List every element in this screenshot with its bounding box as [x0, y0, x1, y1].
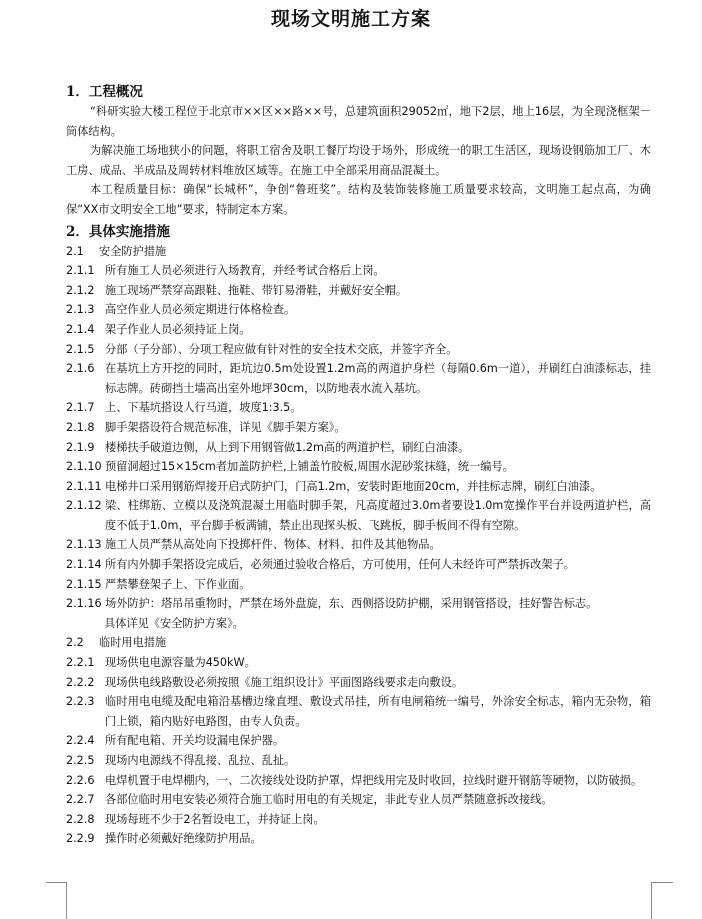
- list-item: [66, 300, 651, 320]
- item-text: 上、下基坑搭设人行马道，坡度1:3.5。: [105, 401, 302, 415]
- item-number: 2.1.11: [66, 479, 102, 493]
- item-text: 现场每班不少于2名暂设电工，并持证上岗。: [105, 812, 325, 826]
- item-text: 电焊机置于电焊棚内，一、二次接线处设防护罩，焊把线用完及时收回，拉线时避开钢筋等硬物，以防破损。: [105, 773, 643, 787]
- item-text: 现场供电线路敷设必须按照《施工组织设计》平面图路线要求走向敷设。: [105, 675, 464, 689]
- list-item: [66, 673, 651, 693]
- item-number: 2.1.9: [66, 440, 95, 454]
- list-item: [66, 438, 651, 458]
- item-number: 2.1.7: [66, 401, 95, 415]
- item-text: 严禁攀登架子上、下作业面。: [105, 577, 251, 591]
- subsection-label: 安全防护措施: [99, 244, 167, 258]
- item-number: 2.1.1: [66, 264, 95, 278]
- item-number: 2.1.16: [66, 597, 102, 611]
- item-text: 施工人员严禁从高处向下投掷杆件、物体、材料、扣件及其他物品。: [105, 538, 441, 552]
- electricity-measures-list: [66, 653, 651, 849]
- item-text: 预留洞超过15×15cm者加盖防护栏,上铺盖竹胶板,周围水泥砂浆抹缝，统一编号。: [105, 460, 514, 474]
- list-item: [66, 477, 651, 497]
- item-text: 操作时必须戴好绝缘防护用品。: [105, 832, 262, 846]
- list-item: [66, 594, 651, 614]
- section-heading-1: 1．工程概况: [66, 84, 143, 100]
- list-item: [66, 829, 651, 849]
- list-item: [66, 457, 651, 477]
- item-number: 2.1.4: [66, 322, 95, 336]
- item-number: 2.1.6: [66, 362, 95, 376]
- list-item: [66, 692, 651, 731]
- document-body: [66, 76, 651, 849]
- crop-mark: [651, 882, 673, 883]
- item-text: 现场内电源线不得乱接、乱拉、乱扯。: [105, 754, 296, 767]
- item-number: 2.2.8: [66, 812, 95, 826]
- list-note: 具体详见《安全防护方案》。: [104, 616, 244, 630]
- crop-mark: [651, 882, 652, 919]
- item-text: 楼梯扶手破道边侧，从上到下用钢管做1.2m高的两道护栏，刷红白油漆。: [105, 440, 470, 454]
- item-number: 2.2.5: [66, 754, 95, 767]
- subsection-number: 2.2: [66, 636, 84, 650]
- list-item: [66, 653, 651, 673]
- subsection-number: 2.1: [66, 244, 84, 258]
- item-number: 2.2.1: [66, 656, 95, 670]
- list-item: [66, 771, 651, 791]
- item-text: 梁、柱绑筋、立模以及浇筑混凝土用临时脚手架，凡高度超过3.0m者要设1.0m宽操作平台并设两道护栏，高度不低于1.0m，平台脚手板满铺，禁止出现探头板、飞跳板，脚手板间不得有空隙。: [105, 499, 651, 532]
- item-text: 现场供电电源容量为450kW。: [105, 656, 256, 670]
- item-number: 2.2.6: [66, 773, 95, 787]
- list-item: [66, 418, 651, 438]
- subsection-heading: [66, 633, 651, 653]
- item-number: 2.1.12: [66, 499, 102, 513]
- crop-mark: [46, 882, 66, 883]
- item-number: 2.1.8: [66, 420, 95, 434]
- overview-paragraph: 本工程质量目标：确保“长城杯”，争创“鲁班奖”。结构及装饰装修施工质量要求较高，文明施工起点高，为确保“XX市文明安全工地”要求，特制定本方案。: [66, 183, 651, 216]
- item-text: 在基坑上方开挖的同时，距坑边0.5m处设置1.2m高的两道护身栏（每隔0.6m一道），并刷红白油漆标志，挂标志牌。砖砌挡土墙高出室外地坪30cm，以防地表水流入基坑。: [105, 362, 651, 395]
- document-title: 现场文明施工方案: [270, 8, 431, 30]
- section-heading-2: 2．具体实施措施: [66, 223, 170, 240]
- list-item: [66, 261, 651, 281]
- item-number: 2.2.9: [66, 832, 95, 846]
- list-item: [66, 751, 651, 771]
- item-number: 2.2.3: [66, 695, 95, 709]
- subsection-heading: [66, 242, 651, 262]
- item-number: 2.1.10: [66, 460, 102, 474]
- item-number: 2.1.2: [66, 283, 95, 297]
- crop-mark: [66, 882, 67, 919]
- safety-measures-list: [66, 261, 651, 614]
- list-item: [66, 281, 651, 301]
- list-item: [66, 496, 651, 535]
- item-text: 电梯井口采用钢筋焊接开启式防护门，门高1.2m，安装时距地面20cm，并挂标志牌，刷红白油漆。: [105, 479, 602, 493]
- item-number: 2.1.5: [66, 342, 95, 356]
- list-item: [66, 535, 651, 555]
- list-item: [66, 398, 651, 418]
- item-number: 2.1.14: [66, 558, 102, 572]
- item-text: 施工现场严禁穿高跟鞋、拖鞋、带钉易滑鞋，并戴好安全帽。: [105, 283, 408, 297]
- item-text: 各部位临时用电安装必须符合施工临时用电的有关规定，非此专业人员严禁随意拆改接线。: [105, 793, 553, 807]
- item-number: 2.2.4: [66, 734, 95, 748]
- item-number: 2.2.7: [66, 793, 95, 807]
- list-item: [66, 790, 651, 810]
- item-text: 所有配电箱、开关均设漏电保护器。: [105, 734, 285, 748]
- item-text: 高空作业人员必须定期进行体格检查。: [105, 303, 296, 317]
- subsection-label: 临时用电措施: [99, 636, 167, 650]
- list-item: [66, 359, 651, 398]
- item-number: 2.1.15: [66, 577, 102, 591]
- list-item: [66, 731, 651, 751]
- item-text: 所有内外脚手架搭设完成后，必须通过验收合格后，方可使用，任何人未经许可严禁拆改架子。: [105, 558, 575, 572]
- item-number: 2.1.3: [66, 303, 95, 317]
- list-item: [66, 575, 651, 595]
- item-number: 2.1.13: [66, 538, 102, 552]
- item-number: 2.2.2: [66, 675, 95, 689]
- list-item: [66, 810, 651, 830]
- overview-paragraph: 为解决施工场地狭小的问题，将职工宿舍及职工餐厅均设于场外，形成统一的职工生活区，现场设钢筋加工厂、木工房、成品、半成品及周转材料堆放区域等。在施工中全部采用商品混凝土。: [66, 144, 651, 177]
- list-item: [66, 320, 651, 340]
- item-text: 架子作业人员必须持证上岗。: [105, 322, 251, 336]
- item-text: 临时用电电缆及配电箱沿基槽边缘直埋、敷设式吊挂，所有电闸箱统一编号，外涂安全标志，箱内无杂物，箱门上锁，箱内贴好电路图，由专人负责。: [105, 695, 651, 728]
- list-item: [66, 555, 651, 575]
- item-text: 所有施工人员必须进行入场教育，并经考试合格后上岗。: [105, 264, 385, 278]
- item-text: 分部（子分部）、分项工程应做有针对性的安全技术交底，并签字齐全。: [105, 342, 458, 356]
- list-item: [66, 340, 651, 360]
- overview-paragraph: “科研实验大楼工程位于北京市××区××路××号，总建筑面积29052㎡，地下2层，地上16层，为全现浇框架－筒体结构。: [66, 105, 651, 138]
- item-text: 场外防护：塔吊吊重物时，严禁在场外盘旋，东、西侧搭设防护棚，采用钢管搭设，挂好警告标志。: [105, 597, 598, 611]
- item-text: 脚手架搭设符合规范标准，详见《脚手架方案》。: [105, 420, 346, 434]
